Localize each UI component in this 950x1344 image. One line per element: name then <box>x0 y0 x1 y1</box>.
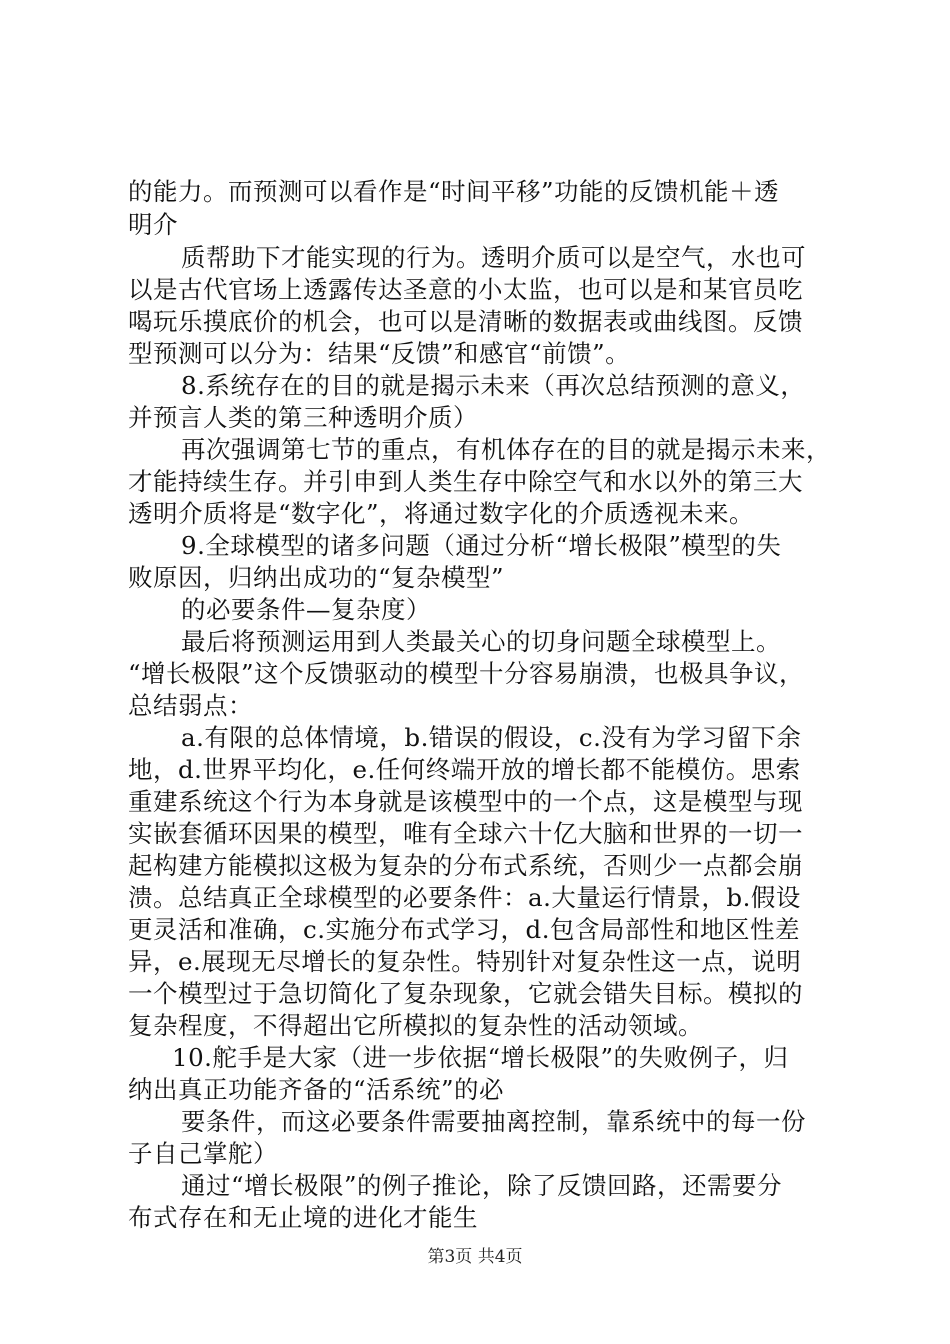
text-line: 更灵活和准确，c.实施分布式学习，d.包含局部性和地区性差 <box>128 915 800 944</box>
text-line: 重建系统这个行为本身就是该模型中的一个点，这是模型与现 <box>128 787 803 816</box>
text-line: “增长极限”这个反馈驱动的模型十分容易崩溃，也极具争议， <box>128 659 805 688</box>
text-line: 质帮助下才能实现的行为。透明介质可以是空气，水也可 <box>181 243 806 272</box>
text-line: 败原因，归纳出成功的“复杂模型” <box>128 563 505 592</box>
text-line: 明介 <box>128 210 178 239</box>
text-line: 最后将预测运用到人类最关心的切身问题全球模型上。 <box>181 627 781 656</box>
text-line: 喝玩乐摸底价的机会，也可以是清晰的数据表或曲线图。反馈 <box>128 307 803 336</box>
text-line: 的必要条件—复杂度） <box>181 595 431 624</box>
text-line: 型预测可以分为：结果“反馈”和感官“前馈”。 <box>128 339 631 368</box>
text-line: 纳出真正功能齐备的“活系统”的必 <box>128 1075 505 1104</box>
text-line: 实嵌套循环因果的模型，唯有全球六十亿大脑和世界的一切一 <box>128 819 803 848</box>
text-line: 的能力。而预测可以看作是“时间平移”功能的反馈机能＋透 <box>128 177 780 206</box>
text-line: 9.全球模型的诸多问题（通过分析“增长极限”模型的失 <box>181 531 782 560</box>
text-line: 异，e.展现无尽增长的复杂性。特别针对复杂性这一点，说明 <box>128 947 802 976</box>
text-line: 并预言人类的第三种透明介质） <box>128 403 478 432</box>
text-line: 以是古代官场上透露传达圣意的小太监，也可以是和某官员吃 <box>128 275 803 304</box>
text-line: 要条件，而这必要条件需要抽离控制，靠系统中的每一份 <box>181 1107 806 1136</box>
text-line: 8.系统存在的目的就是揭示未来（再次总结预测的意义， <box>181 371 806 400</box>
text-line: 通过“增长极限”的例子推论，除了反馈回路，还需要分 <box>181 1171 783 1200</box>
text-line: 透明介质将是“数字化”，将通过数字化的介质透视未来。 <box>128 499 755 528</box>
text-line: 布式存在和无止境的进化才能生 <box>128 1203 478 1232</box>
text-line: 10.舵手是大家（进一步依据“增长极限”的失败例子，归 <box>172 1043 789 1072</box>
text-line: a.有限的总体情境，b.错误的假设，c.没有为学习留下余 <box>181 723 802 752</box>
text-line: 子自己掌舵） <box>128 1139 278 1168</box>
text-line: 再次强调第七节的重点，有机体存在的目的就是揭示未来， <box>181 435 831 464</box>
text-line: 才能持续生存。并引申到人类生存中除空气和水以外的第三大 <box>128 467 803 496</box>
text-line: 总结弱点： <box>128 691 253 720</box>
text-line: 起构建方能模拟这极为复杂的分布式系统，否则少一点都会崩 <box>128 851 803 880</box>
text-line: 溃。总结真正全球模型的必要条件：a.大量运行情景，b.假设 <box>128 883 801 912</box>
page-footer: 第3页 共4页 <box>427 1247 523 1267</box>
text-line: 一个模型过于急切简化了复杂现象，它就会错失目标。模拟的 <box>128 979 803 1008</box>
text-line: 地，d.世界平均化，e.任何终端开放的增长都不能模仿。思索 <box>128 755 801 784</box>
text-line: 复杂程度，不得超出它所模拟的复杂性的活动领域。 <box>128 1011 703 1040</box>
